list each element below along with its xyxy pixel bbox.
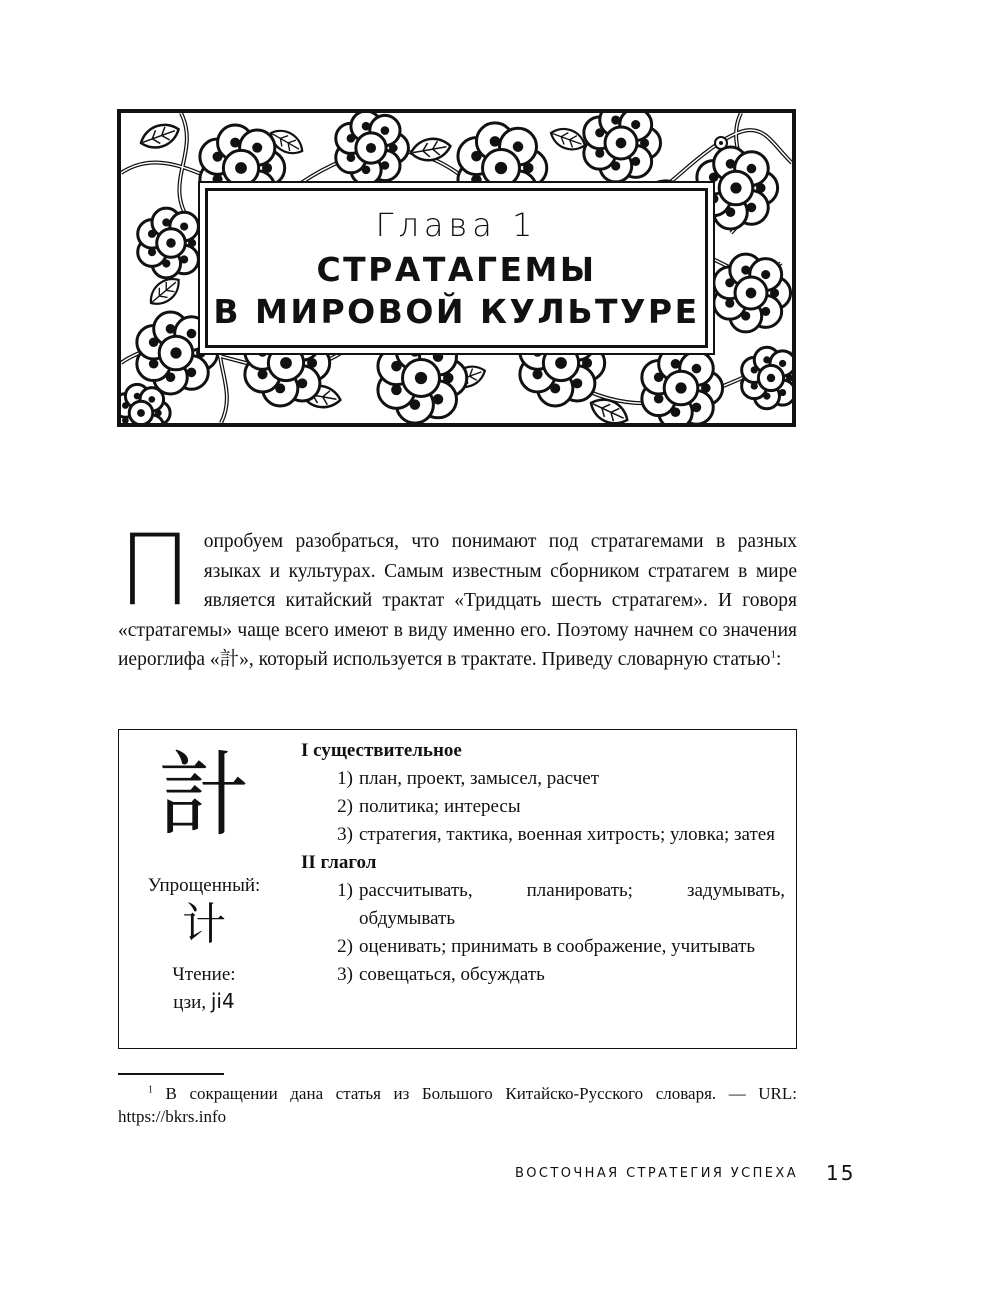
sense-number: 3): [337, 964, 353, 985]
sense-item: [301, 765, 785, 793]
sense-item: [301, 961, 785, 989]
footnote-reference[interactable]: 1: [770, 648, 776, 661]
traditional-character: 計: [157, 742, 250, 849]
chapter-label: Глава 1: [375, 206, 538, 244]
sense-item: [301, 933, 785, 961]
definitions-panel: [301, 737, 785, 989]
sense-number: 2): [337, 936, 353, 957]
reading-russian: цзи,: [173, 992, 207, 1013]
sense-item: [301, 877, 785, 933]
chapter-title-box: [205, 188, 708, 348]
noun-header: I существительное: [301, 740, 462, 761]
sense-item: [301, 793, 785, 821]
sense-text: стратегия, тактика, военная хитрость; уловка; затея: [359, 824, 775, 845]
running-head: ВОСТОЧНАЯ СТРАТЕГИЯ УСПЕХА: [514, 1166, 798, 1181]
footnote: [118, 1082, 797, 1128]
footnote-divider: [118, 1073, 224, 1075]
page-number: 15: [826, 1161, 856, 1185]
sense-text: план, проект, замысел, расчет: [359, 768, 600, 789]
chapter-title-line-1: СТРАТАГЕМЫ: [316, 250, 597, 289]
reading-value: [119, 988, 289, 1016]
chapter-title: [208, 249, 705, 333]
simplified-label: Упрощенный:: [147, 875, 261, 896]
intro-paragraph: [118, 514, 797, 675]
verb-header: II глагол: [301, 852, 377, 873]
intro-tail: :: [775, 649, 782, 670]
dictionary-entry-box: [118, 729, 797, 1049]
reading-label: Чтение:: [172, 964, 236, 985]
footnote-mark: 1: [148, 1084, 153, 1096]
drop-cap: П: [118, 514, 192, 628]
sense-number: 3): [337, 824, 353, 845]
character-panel: [119, 730, 289, 1016]
sense-number: 1): [337, 768, 353, 789]
sense-text: рассчитывать, планировать; задумывать, обдумывать: [359, 880, 785, 929]
sense-number: 2): [337, 796, 353, 817]
intro-text: опробуем разобраться, что понимают под стратагемами в разных языках и культурах. Самым известным сборником стратагем в мире является китайский трактат «Тридцать шесть стратагем». И говоря «стратагемы» чаще всего имеют в виду именно его. Поэтому начнем со значения иероглифа «計», который используется в трактате. Приведу словарную статью: [118, 531, 797, 670]
chapter-title-line-2: В МИРОВОЙ КУЛЬТУРЕ: [213, 292, 700, 331]
footnote-text: В сокращении дана статья из Большого Китайско-Русского словаря. — URL: https://bkrs.info: [118, 1084, 797, 1126]
reading-pinyin: ji4: [210, 989, 235, 1013]
sense-item: [301, 821, 785, 849]
simplified-character: 计: [182, 899, 226, 950]
sense-number: 1): [337, 880, 353, 901]
sense-text: оценивать; принимать в соображение, учитывать: [359, 936, 756, 957]
sense-text: политика; интересы: [359, 796, 521, 817]
sense-text: совещаться, обсуждать: [359, 964, 545, 985]
